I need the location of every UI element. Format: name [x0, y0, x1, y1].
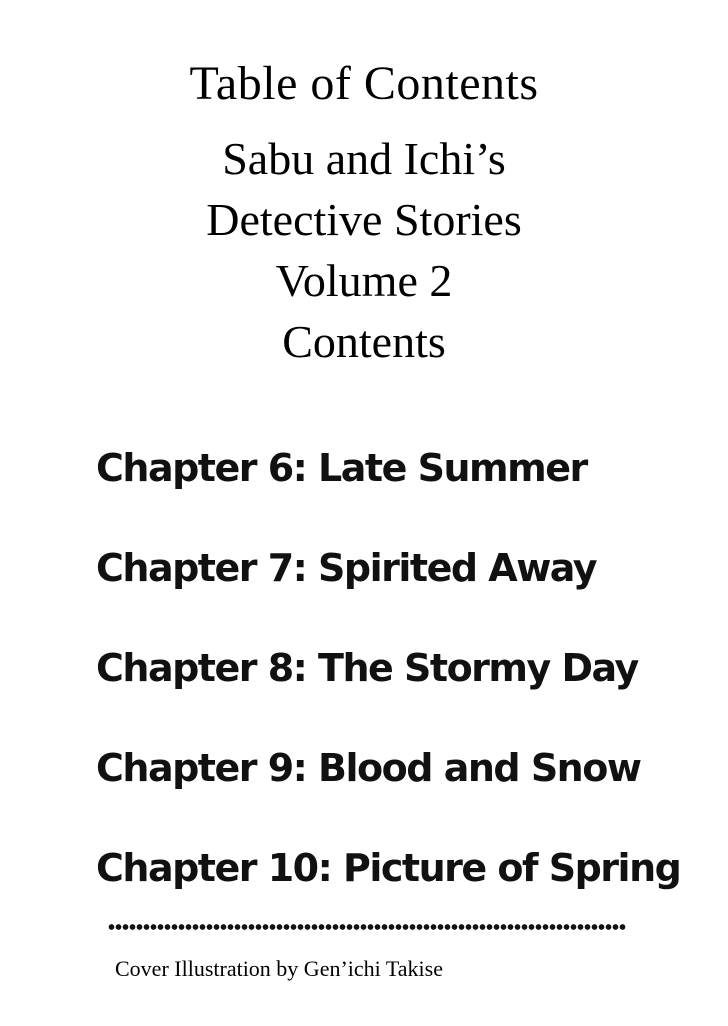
cover-illustration-credit: Cover Illustration by Gen’ichi Takise	[115, 956, 443, 981]
chapter-item-9[interactable]: Chapter 9: Blood and Snow	[96, 746, 641, 790]
book-title-line: Contents	[282, 316, 446, 367]
book-title-line: Sabu and Ichi’s	[222, 133, 506, 184]
dotted-divider	[108, 922, 626, 932]
page-title: Table of Contents	[189, 57, 539, 110]
book-title-line: Volume 2	[275, 255, 453, 306]
chapter-item-10[interactable]: Chapter 10: Picture of Spring	[96, 846, 681, 890]
book-title-line: Detective Stories	[206, 194, 522, 245]
header-block	[0, 52, 728, 372]
chapter-item-8[interactable]: Chapter 8: The Stormy Day	[96, 646, 638, 690]
chapter-list	[96, 418, 716, 918]
book-title	[0, 128, 728, 372]
chapter-item-7[interactable]: Chapter 7: Spirited Away	[96, 546, 597, 590]
chapter-item-6[interactable]: Chapter 6: Late Summer	[96, 446, 587, 490]
